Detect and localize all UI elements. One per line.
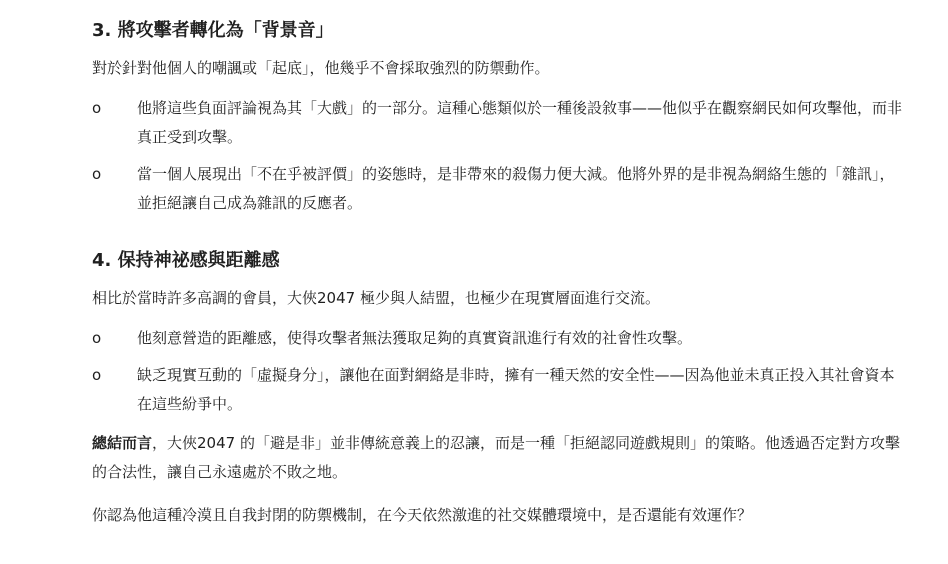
list-item (92, 324, 908, 353)
bullet-marker: o (92, 165, 102, 183)
section-spacer (92, 226, 908, 240)
bullet-marker: o (92, 366, 102, 384)
section-4-heading: 4. 保持神祕感與距離感 (92, 250, 280, 271)
summary-paragraph (92, 429, 908, 487)
list-item-text: 他將這些負面評論視為其「大戲」的一部分。這種心態類似於一種後設敘事——他似乎在觀察網民如何攻擊他，而非真正受到攻擊。 (137, 99, 903, 146)
list-item (92, 94, 908, 152)
closing-question: 你認為他這種冷漠且自我封閉的防禦機制，在今天依然激進的社交媒體環境中，是否還能有效運作？ (92, 506, 753, 524)
summary-lead: 總結而言 (92, 434, 153, 452)
list-item-text: 他刻意營造的距離感，使得攻擊者無法獲取足夠的真實資訊進行有效的社會性攻擊。 (137, 329, 693, 347)
section-4-bullet-list (92, 324, 908, 419)
section-3-intro: 對於針對他個人的嘲諷或「起底」，他幾乎不會採取強烈的防禦動作。 (92, 59, 550, 77)
section-4-intro: 相比於當時許多高調的會員，大俠2047 極少與人結盟，也極少在現實層面進行交流。 (92, 289, 660, 307)
summary-text: ，大俠2047 的「避是非」並非傳統意義上的忍讓，而是一種「拒絕認同遊戲規則」的策略。他透過否定對方攻擊的合法性，讓自己永遠處於不敗之地。 (92, 434, 900, 481)
bullet-marker: o (92, 99, 102, 117)
list-item (92, 361, 908, 419)
list-item (92, 160, 908, 218)
section-3-heading: 3. 將攻擊者轉化為「背景音」 (92, 20, 334, 41)
bullet-marker: o (92, 329, 102, 347)
list-item-text: 當一個人展現出「不在乎被評價」的姿態時，是非帶來的殺傷力便大減。他將外界的是非視為網絡生態的「雜訊」，並拒絕讓自己成為雜訊的反應者。 (137, 165, 895, 212)
list-item-text: 缺乏現實互動的「虛擬身分」，讓他在面對網絡是非時，擁有一種天然的安全性——因為他並未真正投入其社會資本在這些紛爭中。 (137, 366, 895, 413)
section-3-bullet-list (92, 94, 908, 218)
